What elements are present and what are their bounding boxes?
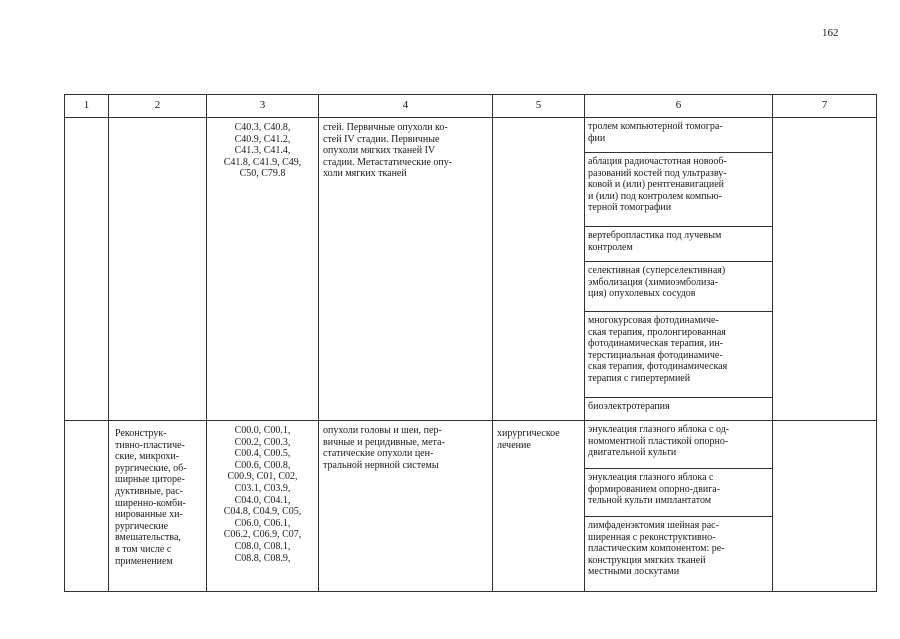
cell-methods	[585, 421, 773, 592]
text-line: рургические, об-	[115, 462, 187, 474]
text-line: двигательной культи	[588, 447, 677, 459]
text-line: C04.0, C04.1,	[234, 494, 291, 506]
cell-col7	[773, 421, 877, 592]
cell-col1	[65, 118, 109, 421]
text-line: тральной нервной системы	[323, 459, 439, 471]
text-line: вичные и рецидивные, мета-	[323, 436, 445, 448]
method-entry	[585, 227, 772, 262]
method-entry	[585, 421, 772, 469]
text-line: C41.8, C41.9, C49,	[223, 156, 302, 168]
text-line: C03.1, C03.9,	[234, 482, 291, 494]
cell-methods	[585, 118, 773, 421]
text-line: ширные циторе-	[115, 474, 185, 486]
text-line: терапия с гипертермией	[588, 372, 691, 384]
cell-treatment-type	[493, 118, 585, 421]
document-table	[64, 94, 877, 592]
text-line: хирургическое	[497, 428, 560, 439]
method-entry	[585, 312, 772, 398]
text-line: C41.3, C41.4,	[234, 145, 291, 157]
text-line: C08.0, C08.1,	[234, 540, 291, 552]
text-line: фии	[588, 132, 606, 144]
text-line: аблация радиочастотная новооб-	[588, 156, 727, 167]
text-line: ширенная с реконструктивно-	[588, 531, 716, 543]
text-line: эмболизация (химиоэмболиза-	[588, 276, 719, 288]
cell-diagnosis	[319, 118, 493, 421]
text-line: и (или) под контролем компью-	[588, 190, 722, 202]
text-line: пластическим компонентом: ре-	[588, 543, 725, 555]
text-line: ширенно-комби-	[115, 497, 186, 509]
text-line: C40.3, C40.8,	[234, 122, 291, 133]
table-row	[65, 421, 877, 592]
text-line: формированием опорно-двига-	[588, 483, 721, 495]
text-line: рургические	[115, 520, 169, 532]
text-line: многокурсовая фотодинамиче-	[588, 315, 719, 326]
text-line: энуклеация глазного яблока с	[588, 472, 714, 483]
text-line: энуклеация глазного яблока с од-	[588, 424, 730, 435]
text-line: C00.4, C00.5,	[234, 448, 291, 460]
column-header-2: 2	[109, 95, 207, 118]
text-line: лимфаденэктомия шейная рас-	[588, 520, 719, 531]
method-entry	[585, 262, 772, 312]
text-line: вмешательства,	[115, 532, 181, 544]
text-line: разований костей под ультразву-	[588, 167, 727, 179]
column-header-1: 1	[65, 95, 109, 118]
text-line: номоментной пластикой опорно-	[588, 435, 729, 447]
text-line: фотодинамическая терапия, ин-	[588, 338, 724, 350]
text-line: контролем	[588, 241, 633, 253]
column-header-5: 5	[493, 95, 585, 118]
text-line: C00.9, C01, C02,	[227, 471, 298, 483]
text-line: вертебропластика под лучевым	[588, 230, 722, 241]
text-line: Реконструк-	[115, 428, 167, 439]
text-line: стей IV стадии. Первичные	[323, 133, 440, 145]
text-line: ковой и (или) рентгенавигацией	[588, 179, 725, 191]
text-line: терстициальная фотодинамиче-	[588, 349, 723, 361]
text-line: ская терапия, фотодинамическая	[588, 361, 728, 373]
text-line: ская терапия, пролонгированная	[588, 326, 726, 338]
text-line: стей. Первичные опухоли ко-	[323, 122, 448, 133]
text-line: C00.2, C00.3,	[234, 436, 291, 448]
cell-col1	[65, 421, 109, 592]
text-line: лечение	[497, 439, 531, 451]
text-line: терной томографии	[588, 202, 672, 214]
text-line: тролем компьютерной томогра-	[588, 121, 723, 132]
cell-icd-codes	[207, 118, 319, 421]
text-line: в том числе с	[115, 543, 172, 555]
text-line: конструкция мягких тканей	[588, 554, 706, 566]
cell-treatment-type	[493, 421, 585, 592]
text-line: C08.8, C08.9,	[234, 552, 291, 564]
text-line: C00.0, C00.1,	[234, 425, 291, 436]
text-line: C06.2, C06.9, C07,	[223, 529, 302, 541]
cell-diagnosis	[319, 421, 493, 592]
text-line: тивно-пластиче-	[115, 439, 185, 451]
text-line: холи мягких тканей	[323, 168, 407, 180]
text-line: C04.8, C04.9, C05,	[223, 506, 302, 518]
header-row	[65, 95, 877, 118]
text-line: тельной культи имплантатом	[588, 495, 712, 507]
text-line: биоэлектротерапия	[588, 401, 670, 412]
method-entry	[585, 118, 772, 153]
text-line: C00.6, C00.8,	[234, 459, 291, 471]
text-line: стадии. Метастатические опу-	[323, 156, 453, 168]
text-line: селективная (суперселективная)	[588, 265, 726, 276]
text-line: нированные хи-	[115, 509, 183, 521]
cell-icd-codes	[207, 421, 319, 592]
cell-col2	[109, 118, 207, 421]
text-line: опухоли головы и шеи, пер-	[323, 425, 442, 436]
cell-intervention-group	[109, 421, 207, 592]
text-line: опухоли мягких тканей IV	[323, 145, 436, 157]
column-header-7: 7	[773, 95, 877, 118]
table-row	[65, 118, 877, 421]
method-entry	[585, 153, 772, 227]
text-line: ские, микрохи-	[115, 451, 180, 463]
column-header-6: 6	[585, 95, 773, 118]
text-line: статические опухоли цен-	[323, 448, 434, 460]
method-entry	[585, 469, 772, 517]
text-line: дуктивные, рас-	[115, 485, 183, 497]
text-line: ция) опухолевых сосудов	[588, 288, 696, 300]
text-line: C50, C79.8	[239, 168, 286, 180]
column-header-4: 4	[319, 95, 493, 118]
method-entry	[585, 398, 772, 420]
column-header-3: 3	[207, 95, 319, 118]
text-line: местными лоскутами	[588, 566, 680, 578]
cell-col7	[773, 118, 877, 421]
text-line: C40.9, C41.2,	[234, 133, 291, 145]
text-line: применением	[115, 555, 173, 567]
page-number: 162	[822, 27, 839, 39]
text-line: C06.0, C06.1,	[234, 517, 291, 529]
method-entry	[585, 517, 772, 591]
